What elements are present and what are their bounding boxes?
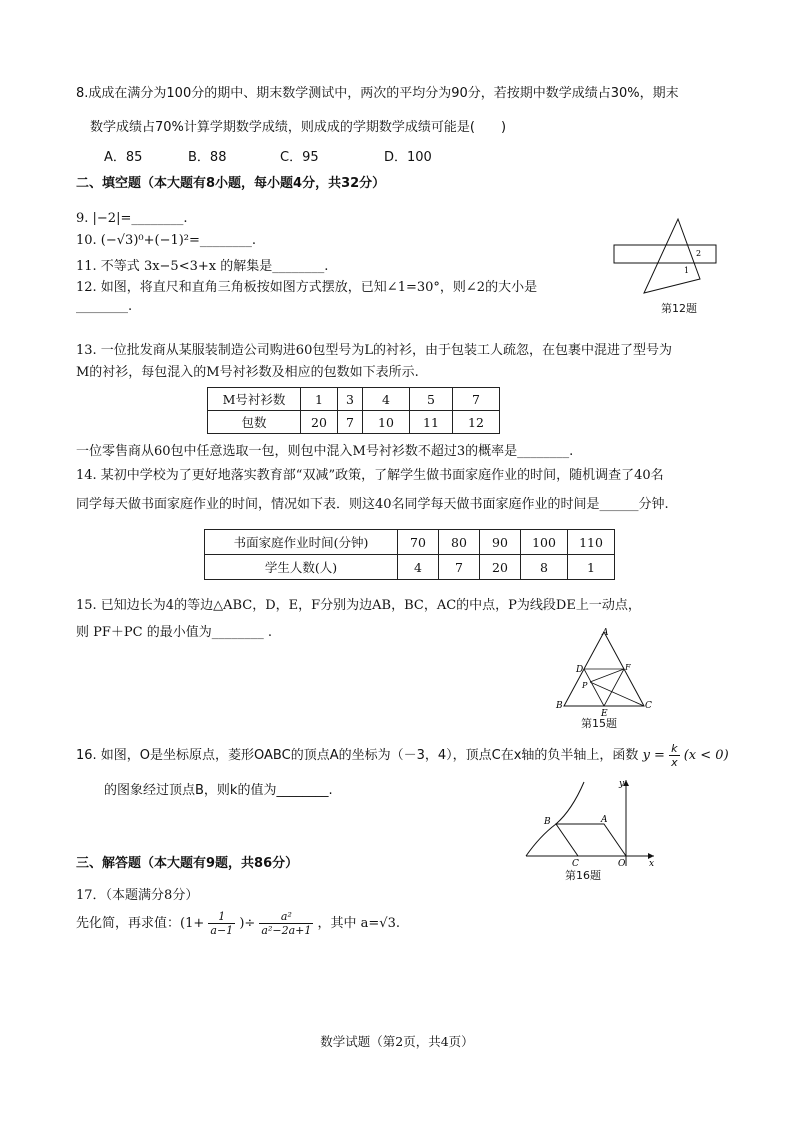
q9-text: 9. |−2|=________. xyxy=(76,211,188,226)
q16-caption: 第16题 xyxy=(565,869,601,882)
q13-cell: 7 xyxy=(453,388,500,411)
q16-figure xyxy=(520,774,660,870)
q17-header: 17．（本题满分8分） xyxy=(76,888,199,903)
q13-cell: 7 xyxy=(338,411,363,434)
q8-option-d: D．100 xyxy=(384,150,432,165)
q16-func-denominator: x xyxy=(671,756,678,769)
q13-table xyxy=(207,387,500,434)
page-footer: 数学试题（第2页，共4页） xyxy=(320,1034,474,1049)
q14-cell: 100 xyxy=(521,530,568,555)
q14-cell: 1 xyxy=(568,555,615,580)
q12-caption: 第12题 xyxy=(661,302,697,315)
segment-pc xyxy=(590,682,644,706)
q13-cell: 10 xyxy=(363,411,410,434)
q11-text: 11. 不等式 3x−5<3+x 的解集是________. xyxy=(76,259,329,274)
q16-func-y: y = xyxy=(642,748,665,763)
q12-line1: 12. 如图，将直尺和直角三角板按如图方式摆放，已知∠1=30°，则∠2的大小是 xyxy=(76,280,538,295)
q14-table-row xyxy=(205,555,615,580)
q16-line1 xyxy=(76,742,729,769)
q13-line1: 13. 一位批发商从某服装制造公司购进60包型号为L的衬衫，由于包装工人疏忽，在包裹中混进了型号为 xyxy=(76,343,672,358)
q15-label-f: F xyxy=(625,663,631,672)
q17-divide: )÷ xyxy=(239,916,256,931)
q17-frac2-denominator: a²−2a+1 xyxy=(261,924,312,937)
q14-cell: 20 xyxy=(480,555,521,580)
q14-cell: 90 xyxy=(480,530,521,555)
q15-line2: 则 PF＋PC 的最小值为________ . xyxy=(76,625,272,640)
section-2-title: 二、填空题（本大题有8小题，每小题4分，共32分） xyxy=(76,176,386,191)
segment-fe xyxy=(604,669,624,706)
q15-figure xyxy=(552,626,662,718)
q14-table-row xyxy=(205,530,615,555)
q14-cell: 110 xyxy=(568,530,615,555)
q14-cell: 8 xyxy=(521,555,568,580)
q10-text: 10. (−√3)⁰+(−1)²=________. xyxy=(76,233,257,248)
q8-line1: 8.成成在满分为100分的期中、期末数学测试中，两次的平均分为90分，若按期中数学成绩占30%，期末 xyxy=(76,86,679,101)
q14-row2-header: 学生人数(人) xyxy=(205,555,398,580)
q15-label-p: P xyxy=(582,681,588,690)
q14-table xyxy=(204,529,615,580)
q17-prefix: 先化简，再求值：(1+ xyxy=(76,916,205,931)
q16-func-numerator: k xyxy=(669,742,680,756)
q13-line2: M的衬衫，每包混入的M号衬衫数及相应的包数如下表所示. xyxy=(76,365,419,380)
q8-option-c: C．95 xyxy=(280,150,319,165)
q14-row1-header: 书面家庭作业时间(分钟) xyxy=(205,530,398,555)
q13-cell: 4 xyxy=(363,388,410,411)
q16-label-a: A xyxy=(601,815,608,825)
q16-line2: 的图象经过顶点B，则k的值为________. xyxy=(104,783,333,798)
q17-frac2-numerator: a² xyxy=(259,910,313,924)
q15-label-a: A xyxy=(602,628,609,638)
q17-fraction-2 xyxy=(259,910,313,937)
q12-angle2-label: 2 xyxy=(696,249,702,258)
q14-line2: 同学每天做书面家庭作业的时间，情况如下表．则这40名同学每天做书面家庭作业的时间是______分钟. xyxy=(76,497,669,512)
q8-line2: 数学成绩占70%计算学期数学成绩，则成成的学期数学成绩可能是( ) xyxy=(90,120,507,135)
q16-func-fraction xyxy=(669,742,680,769)
q15-label-b: B xyxy=(556,701,563,711)
q17-frac1-denominator: a−1 xyxy=(210,924,234,937)
q13-row2-header: 包数 xyxy=(208,411,301,434)
q14-cell: 70 xyxy=(398,530,439,555)
q13-cell: 5 xyxy=(410,388,453,411)
q16-label-c: C xyxy=(572,859,579,869)
q15-label-c: C xyxy=(645,701,652,711)
q17-fraction-1 xyxy=(208,910,235,937)
q14-cell: 80 xyxy=(439,530,480,555)
q8-option-b: B．88 xyxy=(188,150,227,165)
q16-label-o: O xyxy=(618,859,626,869)
q15-line1: 15. 已知边长为4的等边△ABC，D，E，F分别为边AB，BC，AC的中点，P为线段DE上一动点， xyxy=(76,598,641,613)
q13-table-row xyxy=(208,411,500,434)
q16-line1-text: 16. 如图，O是坐标原点，菱形OABC的顶点A的坐标为（－3，4），顶点C在x轴的负半轴上，函数 xyxy=(76,748,639,763)
section-3-title: 三、解答题（本大题有9题，共86分） xyxy=(76,856,299,871)
q13-cell: 1 xyxy=(301,388,338,411)
q14-line1: 14. 某初中学校为了更好地落实教育部“双减”政策，了解学生做书面家庭作业的时间，随机调查了40名 xyxy=(76,468,664,483)
q17-frac1-numerator: 1 xyxy=(208,910,235,924)
q17-suffix: ，其中 a=√3. xyxy=(317,916,400,931)
q12-line2: ________. xyxy=(76,299,133,314)
q16-label-x: x xyxy=(649,859,655,869)
q16-func-domain: (x < 0) xyxy=(683,748,729,763)
q15-label-e: E xyxy=(601,709,608,718)
q8-option-a: A．85 xyxy=(104,150,143,165)
q17-expression xyxy=(76,910,400,937)
q14-cell: 7 xyxy=(439,555,480,580)
rhombus-oabc xyxy=(556,824,626,856)
segment-pf xyxy=(590,669,624,682)
q13-cell: 11 xyxy=(410,411,453,434)
q15-label-d: D xyxy=(576,665,584,675)
q13-cell: 20 xyxy=(301,411,338,434)
q13-after: 一位零售商从60包中任意选取一包，则包中混入M号衬衫数不超过3的概率是________. xyxy=(76,444,574,459)
triangle-shape xyxy=(644,219,700,293)
q15-caption: 第15题 xyxy=(581,717,617,730)
q13-row1-header: M号衬衫数 xyxy=(208,388,301,411)
q16-label-y: y xyxy=(619,779,625,789)
hyperbola-curve xyxy=(526,782,584,856)
q12-angle1-label: 1 xyxy=(684,266,690,275)
q12-figure xyxy=(600,215,730,295)
q13-table-row xyxy=(208,388,500,411)
q16-label-b: B xyxy=(544,817,551,827)
q14-cell: 4 xyxy=(398,555,439,580)
q13-cell: 3 xyxy=(338,388,363,411)
q13-cell: 12 xyxy=(453,411,500,434)
